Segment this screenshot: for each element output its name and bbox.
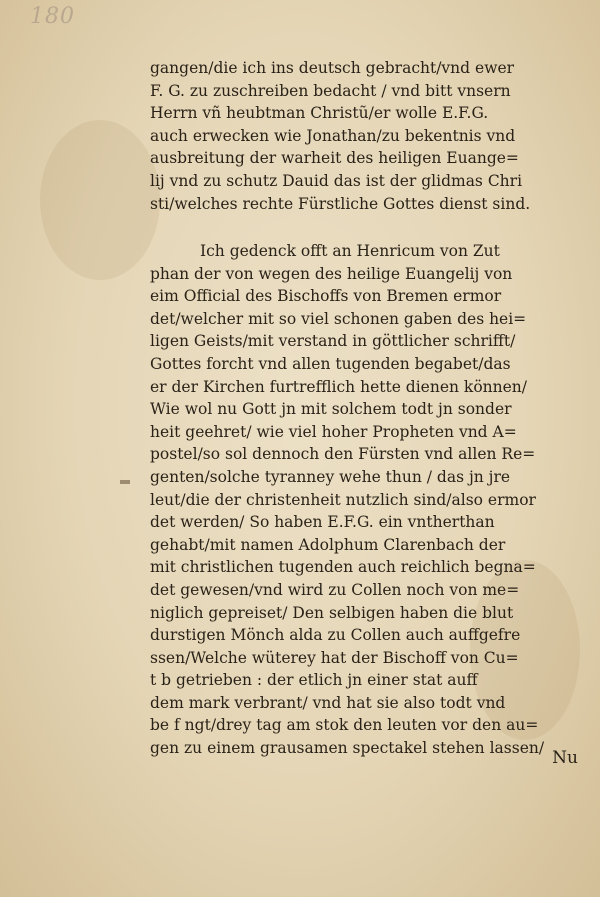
- text-line: F. G. zu zuschreiben bedacht / vnd bitt vnsern: [150, 81, 511, 100]
- text-line: durstigen Mönch alda zu Collen auch auffgefre: [150, 626, 521, 645]
- text-line: ligen Geists/mit verstand in göttlicher schrifft/: [150, 332, 516, 351]
- text-line: Gottes forcht vnd allen tugenden begabet/das: [150, 354, 511, 373]
- text-line: niglich gepreiset/ Den selbigen haben die blut: [150, 603, 514, 622]
- text-line: det gewesen/vnd wird zu Collen noch von me=: [150, 580, 520, 599]
- text-line: det/welcher mit so viel schonen gaben des hei=: [150, 309, 527, 328]
- text-line: be f ngt/drey tag am stok den leuten vor den au=: [150, 716, 539, 735]
- text-line: gangen/die ich ins deutsch gebracht/vnd ewer: [150, 59, 515, 77]
- text-line: genten/solche tyranney wehe thun / das jn jre: [150, 467, 511, 486]
- text-line: ssen/Welche wüterey hat der Bischoff von Cu=: [150, 648, 519, 667]
- text-line: dem mark verbrant/ vnd hat sie also todt vnd: [150, 693, 506, 712]
- text-line: gehabt/mit namen Adolphum Clarenbach der: [150, 535, 506, 554]
- text-line: ausbreitung der warheit des heiligen Euange=: [150, 149, 519, 168]
- catchword: Nu: [552, 748, 578, 768]
- text-line: eim Official des Bischoffs von Bremen ermor: [150, 287, 502, 306]
- page-number: 180: [30, 4, 75, 29]
- text-line: postel/so sol dennoch den Fürsten vnd allen Re=: [150, 445, 536, 464]
- text-line: gen zu einem grausamen spectakel stehen lassen/: [150, 739, 545, 758]
- text-line: leut/die der christenheit nutzlich sind/also ermor: [150, 490, 536, 509]
- text-line: t b getrieben : der etlich jn einer stat auff: [150, 671, 478, 690]
- text-line: lij vnd zu schutz Dauid das ist der glidmas Chri: [150, 171, 523, 190]
- text-line: det werden/ So haben E.F.G. ein vntherthan: [150, 513, 495, 532]
- text-line: Herrn vñ heubtman Christũ/er wolle E.F.G.: [150, 104, 489, 123]
- text-line: phan der von wegen des heilige Euangelij von: [150, 264, 513, 283]
- paper-stain: [40, 120, 160, 280]
- text-line: sti/welches rechte Fürstliche Gottes dienst sind.: [150, 194, 531, 213]
- text-line: heit geehret/ wie viel hoher Propheten vnd A=: [150, 422, 517, 441]
- margin-mark: [120, 480, 130, 484]
- text-line: er der Kirchen furtrefflich hette dienen können/: [150, 377, 527, 396]
- paragraph-2: [150, 240, 590, 760]
- text-line: auch erwecken wie Jonathan/zu bekentnis vnd: [150, 126, 516, 145]
- text-line: Wie wol nu Gott jn mit solchem todt jn sonder: [150, 400, 512, 419]
- text-line: mit christlichen tugenden auch reichlich begna=: [150, 558, 536, 577]
- text-line: Ich gedenck offt an Henricum von Zut: [200, 242, 500, 260]
- paragraph-1: [150, 57, 590, 215]
